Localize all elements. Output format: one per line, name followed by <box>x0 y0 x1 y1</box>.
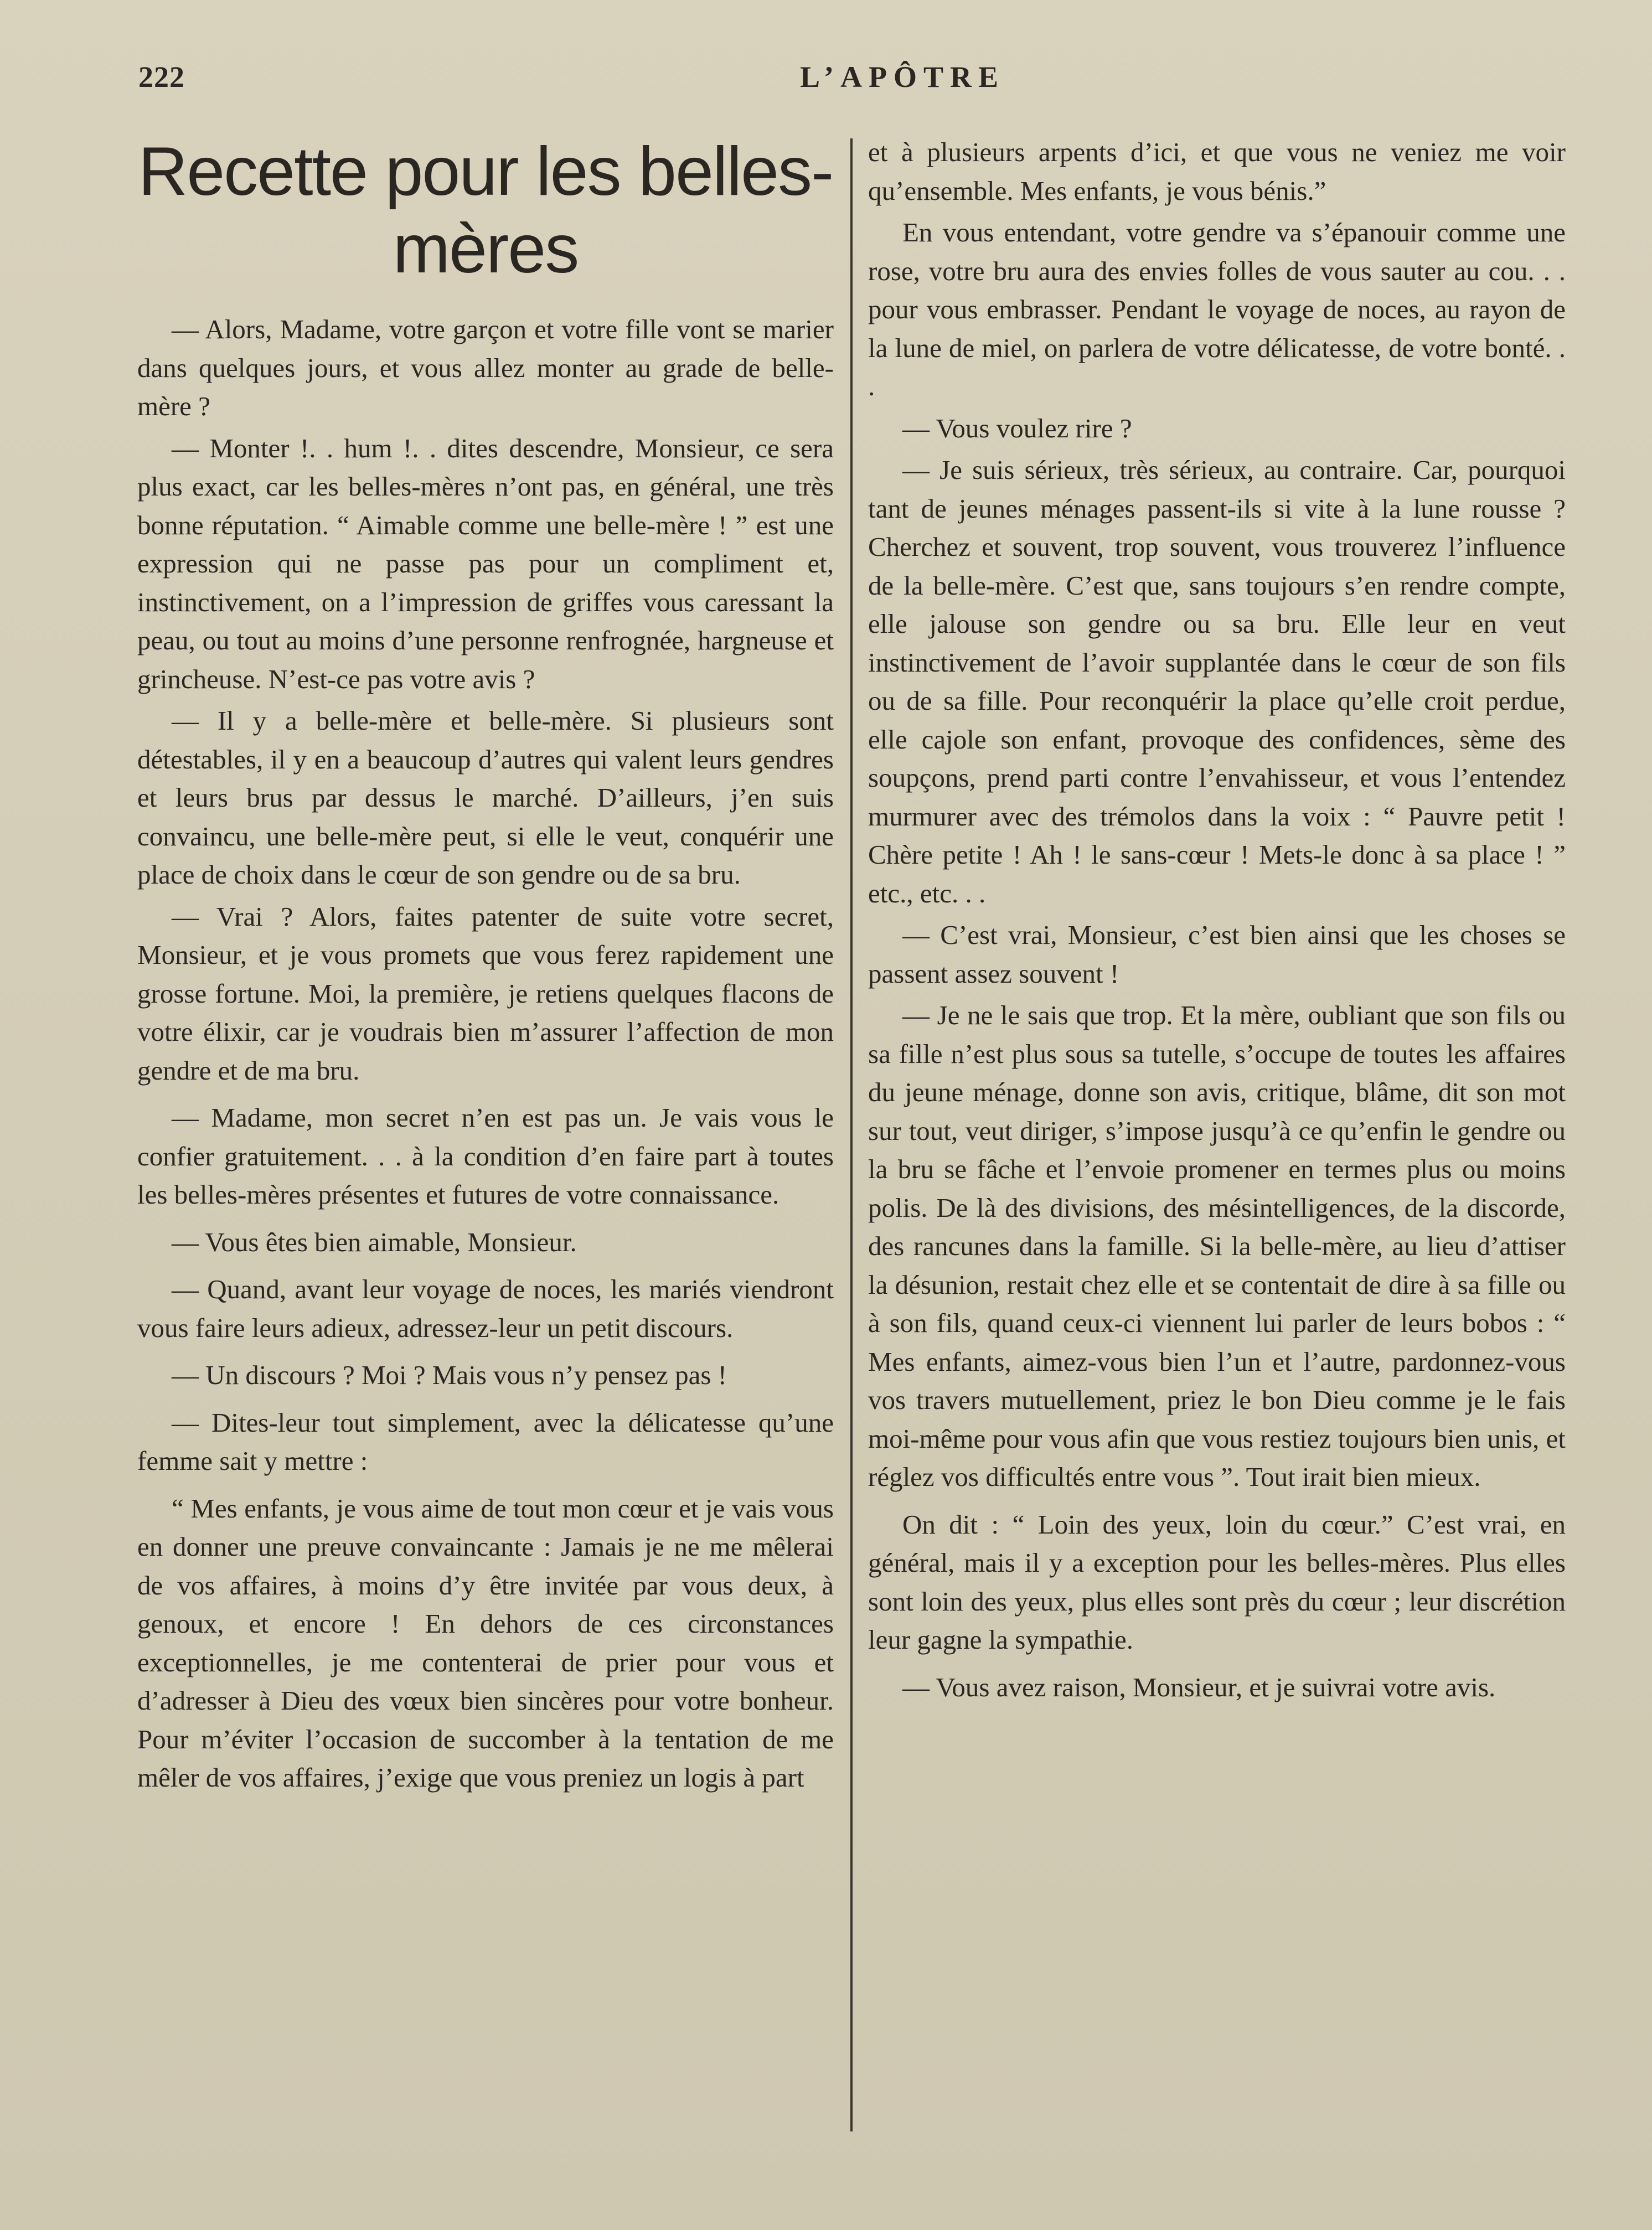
running-header <box>138 60 1556 104</box>
paragraph: — Vous êtes bien aimable, Monsieur. <box>172 1226 577 1257</box>
quoted-speech: “ Mes enfants, je vous aime de tout mon cœur et je vais vous en donner une preuve convaincante : Jamais je ne me mêlerai de vos affaires, à moins d’y être invitée par vous deux, à genoux, et encore ! En dehors de ces circonstances exceptionnelles, je me contenterai de prier pour vous et d’adresser à Dieu des vœux bien sincères pour votre bonheur. Pour m’éviter l’occasion de succomber à la tentation de me mêler de vos affaires, j’exige que vous preniez un logis à part <box>137 1493 834 1793</box>
paragraph: — Dites-leur tout simplement, avec la délicatesse qu’une femme sait y mettre : <box>137 1407 834 1476</box>
paragraph: On dit : “ Loin des yeux, loin du cœur.” C’est vrai, en général, mais il y a exception pour les belles-mères. Plus elles sont loin des yeux, plus elles sont près du cœur ; leur discrétion leur gagne la sympathie. <box>868 1509 1566 1655</box>
paragraph: et à plusieurs arpents d’ici, et que vous ne veniez me voir qu’ensemble. Mes enfants, je vous bénis.” <box>868 137 1566 206</box>
paragraph: — Madame, mon secret n’en est pas un. Je vais vous le confier gratuitement. . . à la condition d’en faire part à toutes les belles-mères présentes et futures de votre connaissance. <box>137 1102 834 1210</box>
paragraph: — Il y a belle-mère et belle-mère. Si plusieurs sont détestables, il y en a beaucoup d’autres qui valent leurs gendres et leurs brus par dessus le marché. D’ailleurs, j’en suis convaincu, une belle-mère peut, si elle le veut, conquérir une place de choix dans le cœur de son gendre ou de sa bru. <box>137 705 834 890</box>
paragraph: — Je ne le sais que trop. Et la mère, oubliant que son fils ou sa fille n’est plus sous sa tutelle, s’occupe de toutes les affaires du jeune ménage, donne son avis, critique, blâme, dit son mot sur tout, veut diriger, s’impose jusqu’à ce qu’enfin le gendre ou la bru se fâche et l’envoie promener en termes plus ou moins polis. De là des divisions, des mésintelligences, de la discorde, des rancunes dans la famille. Si la belle-mère, au lieu d’attiser la désunion, restait chez elle et se contentait de dire à sa fille ou à son fils, quand ceux-ci viennent lui parler de leurs bobos : “ Mes enfants, aimez-vous bien l’un et l’autre, pardonnez-vous vos travers mutuellement, priez le bon Dieu comme je le fais moi-même pour vous afin que vous restiez toujours bien unis, et réglez vos difficultés entre vous ”. Tout irait bien mieux. <box>868 1000 1566 1492</box>
right-column <box>868 133 1566 1710</box>
paragraph: En vous entendant, votre gendre va s’épanouir comme une rose, votre bru aura des envies folles de vous sauter au cou. . . pour vous embrasser. Pendant le voyage de noces, au rayon de la lune de miel, on parlera de votre délicatesse, de votre bonté. . . <box>868 217 1566 401</box>
column-divider <box>850 138 853 2131</box>
paragraph: — Je suis sérieux, très sérieux, au contraire. Car, pourquoi tant de jeunes ménages passent-ils si vite à la lune rousse ? Cherchez et souvent, trop souvent, vous trouverez l’influence de la belle-mère. C’est que, sans toujours s’en rendre compte, elle jalouse son gendre ou sa bru. Elle leur en veut instinctivement de l’avoir supplantée dans le cœur de son fils ou de sa fille. Pour reconquérir la place qu’elle croit perdue, elle cajole son enfant, provoque des confidences, sème des soupçons, prend parti contre l’envahisseur, et vous l’entendez murmurer avec des trémolos dans la voix : “ Pauvre petit ! Chère petite ! Ah ! le sans-cœur ! Mets-le donc à sa place ! ” etc., etc. . . <box>868 455 1566 908</box>
article-title <box>137 133 834 288</box>
article-title-line-2: mères <box>393 211 579 287</box>
page-number: 222 <box>138 60 185 94</box>
paragraph: — Vous voulez rire ? <box>902 412 1132 443</box>
paragraph: — Alors, Madame, votre garçon et votre fille vont se marier dans quelques jours, et vous allez monter au grade de belle-mère ? <box>137 314 834 421</box>
paragraph: — Monter !. . hum !. . dites descendre, Monsieur, ce sera plus exact, car les belles-mères n’ont pas, en général, une très bonne réputation. “ Aimable comme une belle-mère ! ” est une expression qui ne passe pas pour un compliment et, instinctivement, on a l’impression de griffes vous caressant la peau, ou tout au moins d’une personne renfrognée, hargneuse et grincheuse. N’est-ce pas votre avis ? <box>137 432 834 694</box>
paragraph: — Un discours ? Moi ? Mais vous n’y pensez pas ! <box>172 1360 727 1390</box>
paragraph: — C’est vrai, Monsieur, c’est bien ainsi que les choses se passent assez souvent ! <box>868 920 1566 989</box>
left-column <box>137 133 834 1800</box>
paragraph: — Vous avez raison, Monsieur, et je suivrai votre avis. <box>902 1671 1496 1702</box>
journal-title: L’APÔTRE <box>799 60 1005 94</box>
paragraph: — Quand, avant leur voyage de noces, les mariés viendront vous faire leurs adieux, adressez-leur un petit discours. <box>137 1274 834 1343</box>
paragraph: — Vrai ? Alors, faites patenter de suite votre secret, Monsieur, et je vous promets que vous ferez rapidement une grosse fortune. Moi, la première, je retiens quelques flacons de votre élixir, car je voudrais bien m’assurer l’affection de mon gendre et de ma bru. <box>137 901 834 1086</box>
article-title-line-1: Recette pour les belles- <box>138 133 833 210</box>
